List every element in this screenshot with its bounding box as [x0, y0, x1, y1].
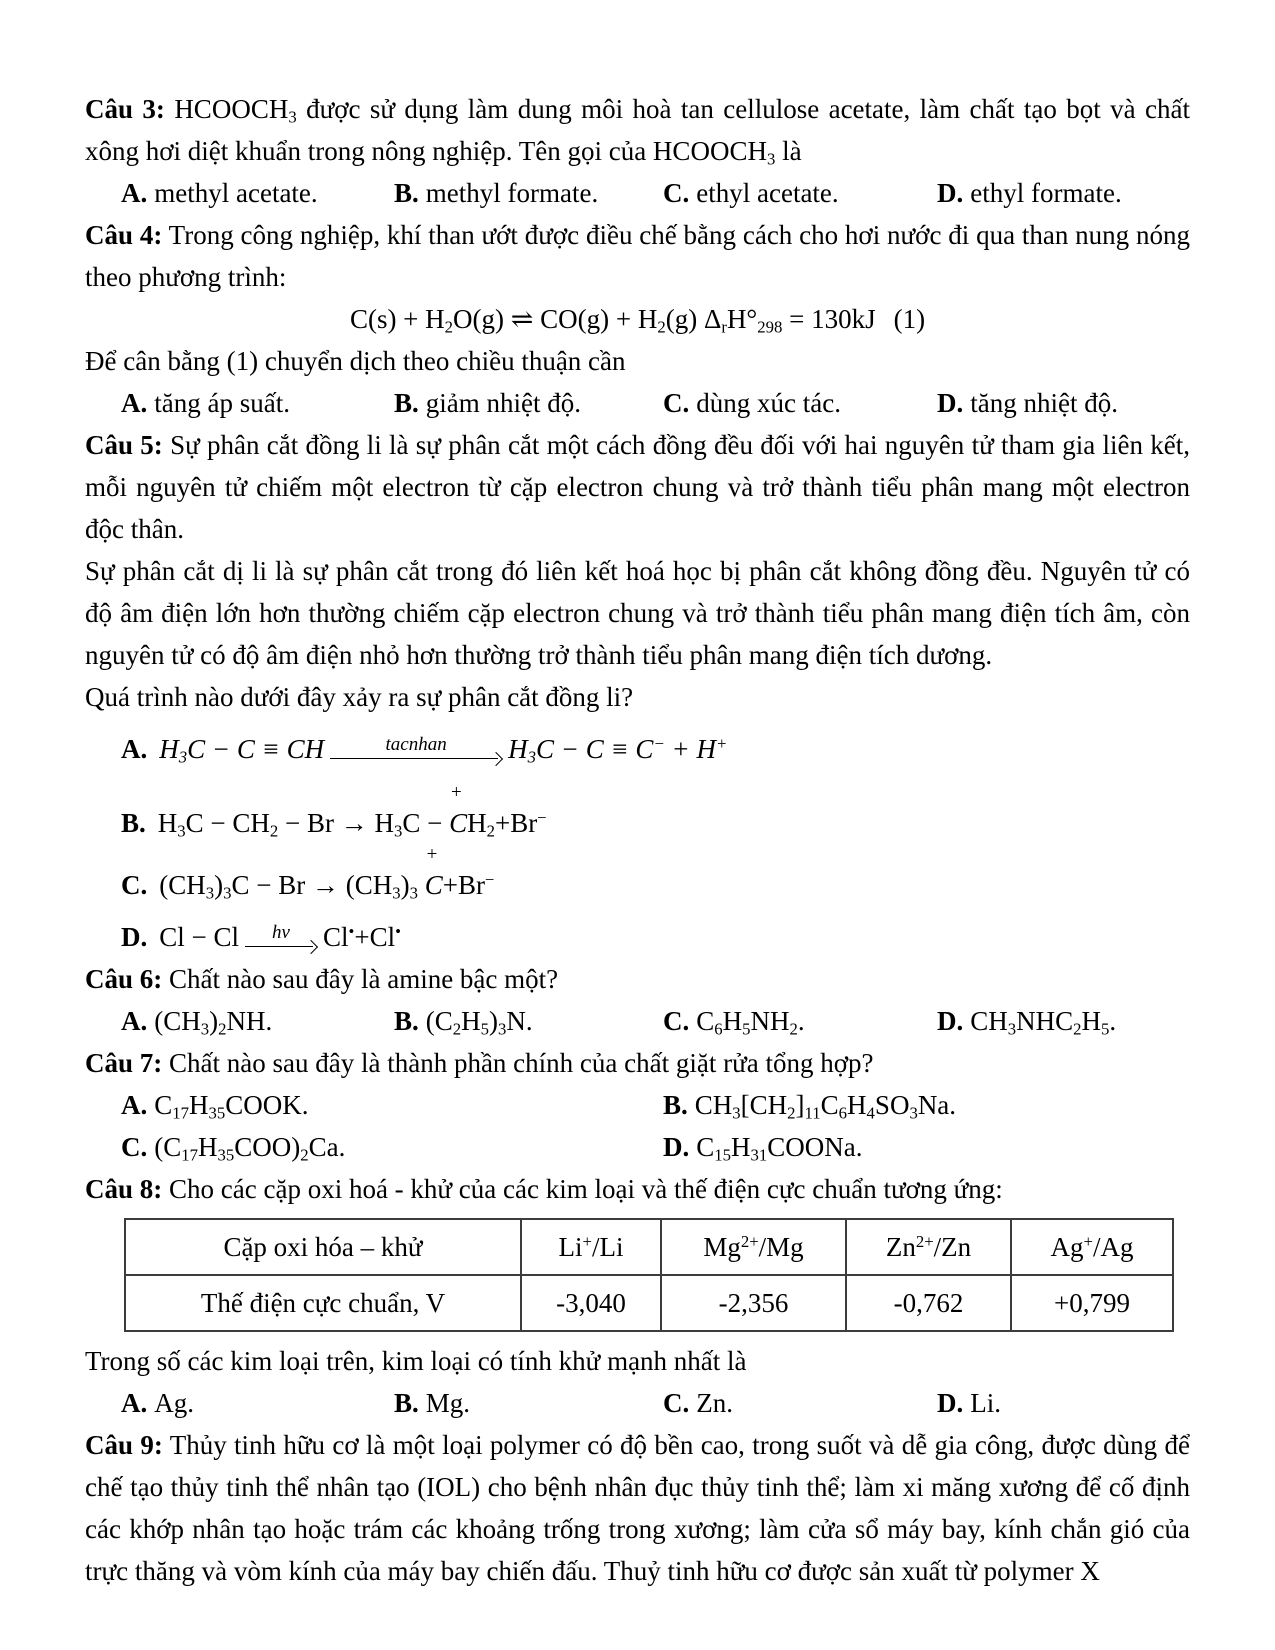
redox-table [124, 1218, 1174, 1332]
question-4-stem2: Để cân bằng (1) chuyển dịch theo chiều thuận cần [85, 346, 626, 376]
arrow-label: tacnhan [385, 734, 447, 756]
question-5-text2: Sự phân cắt dị li là sự phân cắt trong đó liên kết hoá học bị phân cắt không đồng đều. Nguyên tử có độ âm điện lớn hơn thường chiếm cặp electron chung và trở thành tiểu phân mang điện tích âm, còn nguyên tử có độ âm điện nhỏ hơn thường trở thành tiểu phân mang điện tích dương. [85, 556, 1190, 670]
table-header-cell: Cặp oxi hóa – khử [125, 1219, 521, 1275]
question-3-label: Câu 3: [85, 94, 165, 124]
question-8-stem2: Trong số các kim loại trên, kim loại có tính khử mạnh nhất là [85, 1346, 747, 1376]
question-3-text: $HCOOCH_3$ được sử dụng làm dung môi hoà tan cellulose acetate, làm chất tạo bọt và chất xông hơi diệt khuẩn trong nông nghiệp. Tên gọi của $HCOOCH_3$ là [85, 94, 1191, 169]
reaction-arrow [245, 922, 317, 954]
formula-d: Cl − Cl hv Cl•+Cl• [159, 922, 401, 952]
option-d: D. Li. [937, 1388, 1001, 1418]
question-4-label: Câu 4: [85, 220, 163, 250]
question-8-options [85, 1382, 1190, 1424]
option-a: A. methyl acetate. [121, 178, 318, 208]
table-header-cell: Thế điện cực chuẩn, V [125, 1275, 521, 1331]
question-7-options-row1 [85, 1084, 1190, 1126]
question-6-label: Câu 6: [85, 964, 163, 994]
table-cell-li-v: -3,040 [521, 1275, 661, 1331]
question-5-text1: Sự phân cắt đồng li là sự phân cắt một cách đồng đều đối với hai nguyên tử tham gia liên kết, mỗi nguyên tử chiếm một electron từ cặp electron chung và trở thành tiểu phân mang một electron độc thân. [85, 430, 1190, 544]
question-5-question: Quá trình nào dưới đây xảy ra sự phân cắt đồng li? [85, 682, 634, 712]
question-3-options [85, 172, 1190, 214]
question-5-stem [85, 424, 1190, 550]
option-c: C. $(C_{17}H_{35}COO)_2Ca$. [121, 1132, 346, 1165]
arrow-shaft [330, 752, 502, 766]
question-7-label: Câu 7: [85, 1048, 163, 1078]
question-5-option-b: B. $H_3C - CH_2 - Br \to H_3C$ − + $CH_2+Br^-$ [85, 770, 1190, 844]
question-8-stem [85, 1168, 1190, 1210]
table-cell-zn-v: -0,762 [846, 1275, 1011, 1331]
option-a: A. tăng áp suất. [121, 388, 290, 418]
question-3-stem [85, 88, 1190, 172]
question-4-stem [85, 214, 1190, 298]
question-5-option-d: D. Cl − Cl hv Cl•+Cl• [85, 906, 1190, 958]
carbocation: + C [424, 844, 443, 900]
table-row-couples [125, 1219, 1173, 1275]
question-7-text: Chất nào sau đây là thành phần chính của chất giặt rửa tổng hợp? [169, 1048, 874, 1078]
option-b: B. methyl formate. [394, 178, 599, 208]
table-cell-zn: $Zn^{2+}/Zn$ [846, 1219, 1011, 1275]
option-c: C. dùng xúc tác. [663, 388, 841, 418]
table-cell-ag: Ag+/Ag [1011, 1219, 1173, 1275]
option-d: D. ethyl formate. [937, 178, 1122, 208]
formula-c: $(CH_3)_3C - Br \to (CH_3)_3$ + C+Br− [159, 870, 494, 900]
option-b: B. $CH_3[CH_2]_{11}C_6H_4SO_3Na$. [663, 1090, 957, 1123]
option-c: C. $C_6H_5NH_2$. [663, 1006, 805, 1039]
equation-number: (1) [893, 304, 926, 334]
plus-charge: + [426, 844, 438, 865]
question-5-label: Câu 5: [85, 430, 163, 460]
question-5-option-c: C. $(CH_3)_3C - Br \to (CH_3)_3$ + C+Br− [85, 844, 1190, 906]
option-b: B. giảm nhiệt độ. [394, 388, 581, 418]
question-9-text: Thủy tinh hữu cơ là một loại polymer có độ bền cao, trong suốt và dễ gia công, được dùng để chế tạo thủy tinh thể nhân tạo (IOL) cho bệnh nhân đục thủy tinh thể; làm xi măng xương để cố định các khớp nhân tạo hoặc trám các khoảng trống trong xương; làm cửa sổ máy bay, kính chắn gió của trực thăng và vòm kính của máy bay chiến đấu. Thuỷ tinh hữu cơ được sản xuất từ polymer X [85, 1430, 1190, 1586]
table-cell-li: Li+/Li [521, 1219, 661, 1275]
arrow-shaft [245, 940, 317, 954]
equilibrium-equation: $C(s) + H_2O(g)$ ⇌ $CO(g) + H_2(g) \Delta_rH^\circ_{298} = 130kJ$ (1) [349, 304, 926, 337]
question-8-label: Câu 8: [85, 1174, 163, 1204]
option-d: D. $C_{15}H_{31}COONa$. [663, 1132, 863, 1165]
option-d: D. $CH_3NHC_2H_5$. [937, 1006, 1117, 1039]
question-7-stem [85, 1042, 1190, 1084]
question-8-text: Cho các cặp oxi hoá - khử của các kim loại và thế điện cực chuẩn tương ứng: [169, 1174, 1003, 1204]
table-row-potentials [125, 1275, 1173, 1331]
formula-a: $H_3C - C$ ≡ CH tacnhan $H_3C - C \equiv C^- + H^+$ [159, 733, 728, 767]
table-cell-ag-v: +0,799 [1011, 1275, 1173, 1331]
question-4-options [85, 382, 1190, 424]
option-c: C. ethyl acetate. [663, 178, 839, 208]
question-4-text: Trong công nghiệp, khí than ướt được điều chế bằng cách cho hơi nước đi qua than nung nóng theo phương trình: [85, 220, 1190, 292]
reaction-arrow [330, 734, 502, 766]
arrow-label: hv [272, 922, 290, 944]
option-a: A. $C_{17}H_{35}COOK$. [121, 1090, 309, 1123]
question-6-stem [85, 958, 1190, 1000]
table-cell-mg-v: -2,356 [661, 1275, 846, 1331]
question-9-stem [85, 1424, 1190, 1592]
table-cell-mg: $Mg^{2+}/Mg$ [661, 1219, 846, 1275]
option-a: A. Ag. [121, 1388, 194, 1418]
option-c: C. Zn. [663, 1388, 733, 1418]
question-7-options-row2 [85, 1126, 1190, 1168]
plus-charge: + [450, 782, 462, 803]
question-6-options [85, 1000, 1190, 1042]
option-b: B. Mg. [394, 1388, 471, 1418]
option-d: D. tăng nhiệt độ. [937, 388, 1118, 418]
carbocation: + C [449, 782, 468, 838]
option-b: B. $(C_2H_5)_3N$. [394, 1006, 533, 1039]
formula-b: $H_3C - CH_2 - Br \to H_3C$ − + $CH_2+Br^-$ [158, 808, 547, 838]
option-a: A. $(CH_3)_2NH$. [121, 1006, 273, 1039]
question-9-label: Câu 9: [85, 1430, 163, 1460]
question-5-option-a: A. $H_3C - C$ ≡ CH tacnhan $H_3C - C \equiv C^- + H^+$ [121, 733, 728, 767]
question-6-text: Chất nào sau đây là amine bậc một? [169, 964, 559, 994]
